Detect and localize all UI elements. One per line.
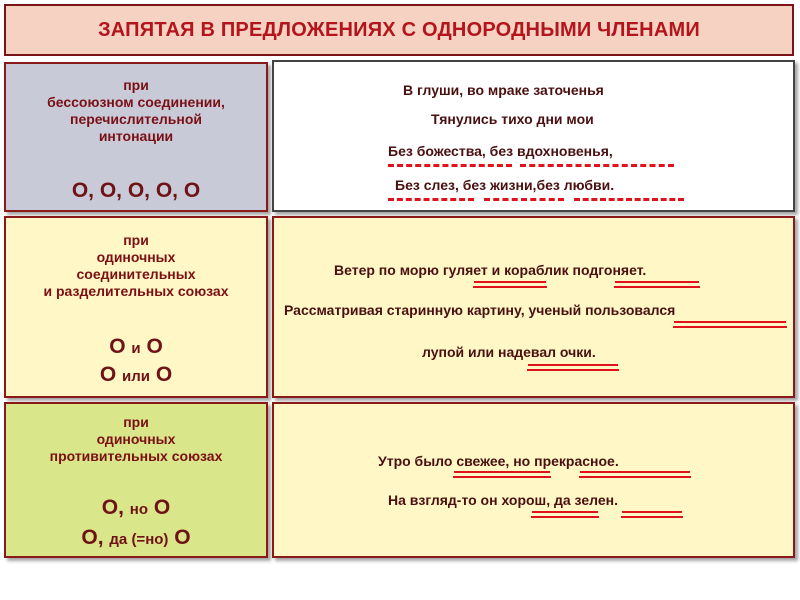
title-banner — [4, 4, 794, 56]
formula-term: О, — [81, 526, 104, 549]
row1-example-line: В глуши, во мраке заточенья — [403, 82, 604, 98]
row2-double-underline — [528, 364, 618, 366]
formula-term: О — [99, 363, 117, 386]
formula-term: О — [153, 496, 171, 519]
row3-rule-line: при — [123, 414, 149, 430]
row1-rule-line: бессоюзном соединении, — [47, 94, 225, 110]
formula-conjunction: или — [122, 368, 150, 385]
row1-dashed-underline — [484, 198, 564, 201]
row1-rule-line: перечислительной — [69, 111, 202, 127]
formula-term: О — [109, 335, 126, 358]
row2-double-underline — [474, 281, 546, 283]
row3-double-underline — [532, 511, 598, 513]
row1-dashed-underline — [520, 164, 674, 167]
row2-rule-line: и разделительных союзах — [43, 283, 229, 299]
row2-rule-cell — [4, 216, 268, 398]
formula-term: О — [155, 363, 173, 386]
formula-term: О — [174, 526, 191, 549]
row2-example-line: Ветер по морю гуляет и кораблик подгоняет. — [334, 262, 647, 278]
row3-example-line: На взгляд-то он хорош, да зелен. — [388, 492, 618, 508]
formula-term: О — [146, 335, 163, 358]
row2-rule-line: соединительных — [76, 266, 196, 282]
row3-formula-line — [6, 495, 266, 523]
row2-example-cell — [272, 216, 795, 398]
row1-dashed-underline — [574, 198, 684, 201]
row1-example-cell — [272, 60, 795, 212]
row3-example-cell — [272, 402, 795, 558]
row1-rule-line: интонации — [98, 128, 174, 144]
row1-dashed-underline — [388, 164, 512, 167]
row2-example-line: лупой или надевал очки. — [422, 344, 596, 360]
row3-example-line: Утро было свежее, но прекрасное. — [378, 453, 619, 469]
row1-example-line: Без божества, без вдохновенья, — [388, 143, 613, 159]
row1-formula: О, О, О, О, О — [71, 179, 201, 202]
row3-double-underline — [580, 471, 690, 473]
row3-formula-line — [6, 525, 266, 553]
row3-double-underline — [622, 511, 682, 513]
row3-rule-line: противительных союзах — [49, 448, 223, 464]
formula-conjunction: и — [131, 340, 141, 357]
row2-formula-line — [6, 362, 266, 390]
row2-formula-line — [6, 334, 266, 362]
row1-rule-line: при — [123, 77, 149, 93]
row1-example-line: Тянулись тихо дни мои — [431, 111, 594, 127]
formula-term: О, — [101, 496, 124, 519]
formula-conjunction: но — [129, 501, 149, 518]
row1-example-line: Без слез, без жизни,без любви. — [395, 177, 615, 193]
row3-double-underline — [454, 471, 550, 473]
row2-example-line: Рассматривая старинную картину, ученый пользовался — [284, 302, 676, 318]
page-title: ЗАПЯТАЯ В ПРЕДЛОЖЕНИЯХ С ОДНОРОДНЫМИ ЧЛЕНАМИ — [98, 18, 700, 41]
row3-rule-line: одиночных — [96, 431, 176, 447]
row2-double-underline — [674, 321, 786, 323]
row2-rule-line: при — [123, 232, 149, 248]
row3-rule-cell — [4, 402, 268, 558]
formula-conjunction: да (=но) — [109, 531, 169, 548]
row2-double-underline — [615, 281, 699, 283]
row1-dashed-underline — [388, 198, 474, 201]
row1-rule-cell — [4, 62, 268, 212]
row2-rule-line: одиночных — [96, 249, 176, 265]
